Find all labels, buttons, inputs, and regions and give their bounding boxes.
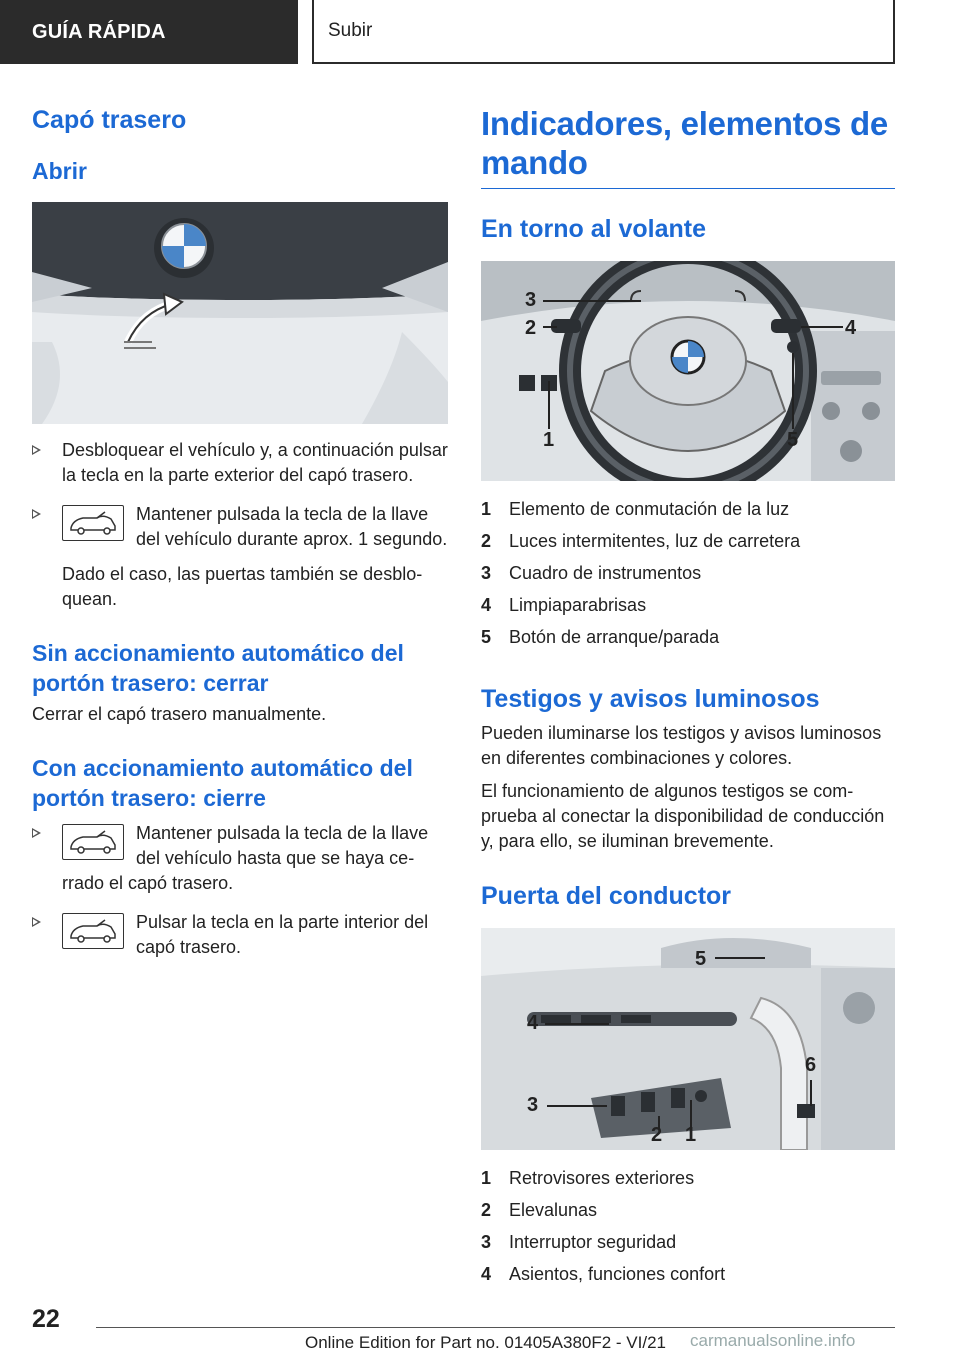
bullet-text: Desbloquear el vehículo y, a continuación pulsar la tecla en la parte exterior del capó trasero. [62,440,448,485]
watermark-text: carmanualsonline.info [690,1331,856,1350]
right-column [481,96,895,1290]
wheel-callout-5: 5 [787,429,799,451]
edition-text: Online Edition for Part no. 01405A380F2 - VI/21 [305,1333,667,1352]
para-close-manual: Cerrar el capó trasero manualmente. [32,704,327,724]
bullet-hold-key-close [32,821,448,896]
tailgate-illustration [32,202,448,424]
list-item: 1 Elemento de conmutación de la luz [481,499,790,519]
wheel-legend [481,493,895,653]
para-testigos-2: El funcionamiento de algunos testigos se comprueba al conectar la disponibilidad de conducción y, para ello, se iluminan brevemente. [481,781,885,851]
page-number: 22 [32,1305,60,1333]
heading-puerta: Puerta del conductor [481,882,732,910]
list-item: 1 Retrovisores exteriores [481,1168,695,1188]
key-tailgate-icon [62,913,124,949]
key-tailgate-icon [62,824,124,860]
section-title-capo: Capó trasero [32,106,187,134]
door-callout-4: 4 [527,1012,539,1034]
driver-door-illustration [481,928,895,1150]
tailgate-image [32,202,448,424]
heading-auto: Con accionamiento automático del portón trasero: cierre [32,755,413,811]
title-underline [481,188,895,189]
top-nav [0,0,960,66]
steering-wheel-image [481,261,895,481]
up-link[interactable]: Subir [312,0,895,64]
wheel-callout-1: 1 [543,429,555,451]
key-tailgate-icon [62,505,124,541]
page-footer [0,1295,960,1362]
triangle-bullet-icon [32,917,41,927]
triangle-bullet-icon [32,509,41,519]
triangle-bullet-icon [32,828,41,838]
list-item: 3 Cuadro de instrumentos [481,563,702,583]
heading-volante: En torno al volante [481,215,707,243]
wheel-callout-4: 4 [845,317,857,339]
bullet-hold-key [32,502,448,552]
tab-guia-rapida[interactable]: GUÍA RÁPIDA [0,0,298,64]
bullet-unlock [32,438,448,488]
list-item: 3 Interruptor seguridad [481,1232,677,1252]
para-testigos-1: Pueden iluminarse los testigos y avisos luminosos en diferentes combinaciones y colores. [481,723,882,768]
door-legend [481,1162,895,1290]
driver-door-image [481,928,895,1150]
door-callout-2: 2 [651,1124,663,1146]
door-callout-1: 1 [685,1124,697,1146]
section-title-indicadores: Indicadores, elementos de mando [481,105,888,181]
bullet-text: Mantener pulsada la tecla de la llave del vehículo hasta que se haya cerrado el capó trasero. [62,823,429,893]
wheel-callout-3: 3 [525,289,537,311]
bullet-text: Mantener pulsada la tecla de la llave del vehículo durante aprox. 1 segundo. [136,504,448,549]
list-item: 2 Elevalunas [481,1200,598,1220]
door-callout-3: 3 [527,1094,539,1116]
heading-no-auto: Sin accionamiento automático del portón trasero: cerrar [32,640,404,696]
heading-testigos: Testigos y avisos luminosos [481,685,820,713]
note-doors-unlock: Dado el caso, las puertas también se desbloquean. [62,564,423,609]
list-item: 5 Botón de arranque/parada [481,627,720,647]
list-item: 4 Limpiaparabrisas [481,595,647,615]
wheel-callout-2: 2 [525,317,537,339]
footer-rule [96,1327,895,1328]
door-callout-6: 6 [805,1054,817,1076]
list-item: 2 Luces intermitentes, luz de carretera [481,531,801,551]
triangle-bullet-icon [32,445,41,455]
list-item: 4 Asientos, funciones confort [481,1264,726,1284]
subtitle-abrir: Abrir [32,158,87,184]
door-callout-5: 5 [695,948,707,970]
bullet-text: Pulsar la tecla en la parte interior del capó trasero. [136,912,429,957]
left-column [32,96,448,960]
bullet-inner-button [32,910,448,960]
